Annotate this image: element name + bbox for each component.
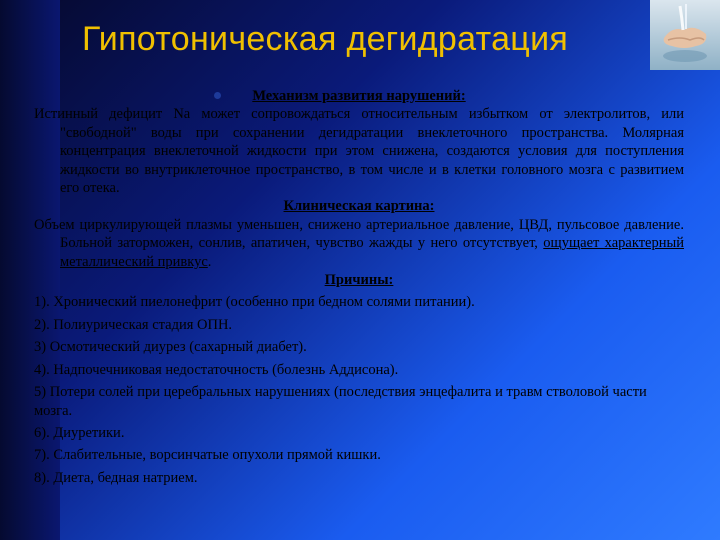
slide-body (34, 87, 684, 487)
section3-heading: Причины: (324, 272, 394, 289)
section2-paragraph-underlined: ощущает характерный металлический привкус (60, 235, 685, 270)
cause-item-3: 3) Осмотический диурез (сахарный диабет). (34, 339, 307, 356)
cause-item-6: 6). Диуретики. (34, 424, 125, 441)
cause-item-1: 1). Хронический пиелонефрит (особенно при бедном солями питании). (34, 294, 475, 311)
section1-heading-row (34, 87, 684, 105)
cause-item-7: 7). Слабительные, ворсинчатые опухоли прямой кишки. (34, 447, 381, 464)
cause-item-5: 5) Потери солей при церебральных нарушениях (последствия энцефалита и травм стволовой части мозга. (34, 384, 647, 419)
bullet-dot-icon (214, 92, 221, 99)
cause-item-4: 4). Надпочечниковая недостаточность (болезнь Аддисона). (34, 361, 399, 378)
photo-graphic (650, 0, 720, 70)
cause-item-8: 8). Диета, бедная натрием. (34, 469, 198, 486)
section1-heading: Механизм развития нарушений: (252, 88, 466, 104)
hands-water-photo (650, 0, 720, 70)
section1-paragraph: Истинный дефицит Na может сопровождаться относительным избытком от электролитов, или "свободной" воды при сохранении дегидратации внеклеточного пространства. Молярная концентрация внеклеточной жидкости при этом снижена, создаются условия для поступления жидкости во внутриклеточное пространство, в том числе и в клетки головного мозга с развитием его отека. (34, 106, 684, 197)
section2-paragraph-start: Объем циркулирующей плазмы уменьшен, снижено артериальное давление, ЦВД, пульсовое давление. Больной заторможен, сонлив, апатичен, чувство жажды у него отсутствует, (34, 216, 684, 252)
section2-paragraph-end: . (207, 253, 212, 270)
section2-paragraph (34, 216, 684, 271)
cause-item-2: 2). Полиурическая стадия ОПН. (34, 316, 233, 333)
slide-title: Гипотоническая дегидратация (82, 20, 569, 58)
section2-heading: Клиническая картина: (283, 198, 435, 215)
